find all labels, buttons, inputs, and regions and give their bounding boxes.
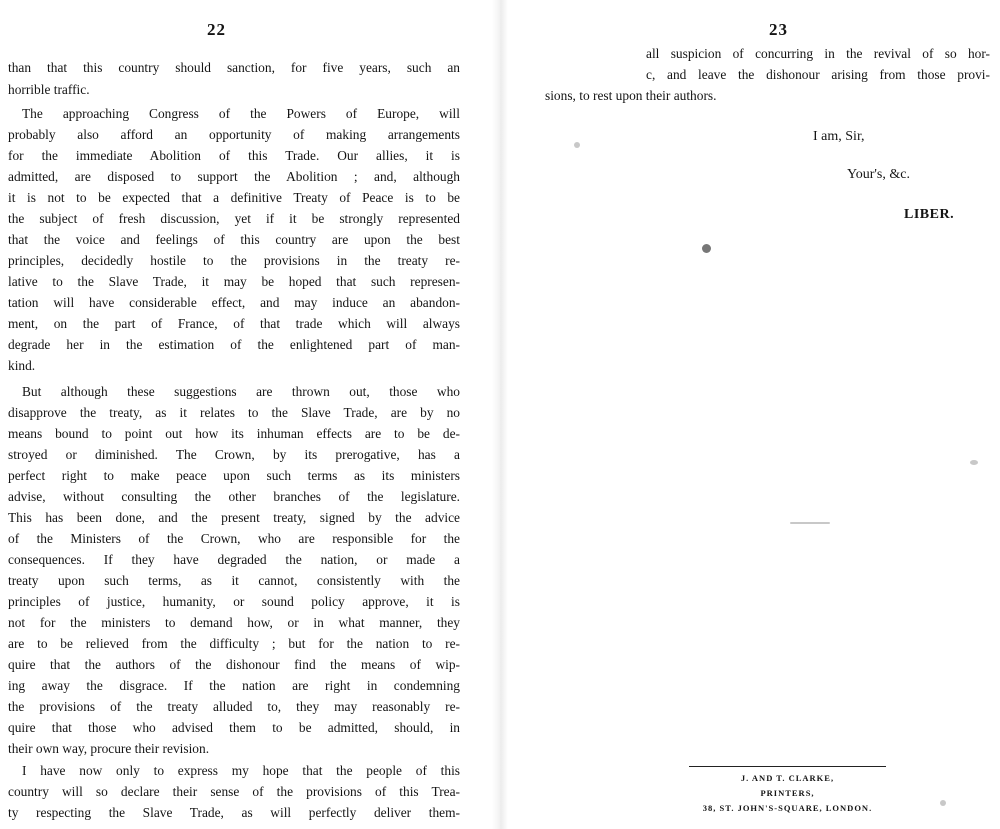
text-line: quire that those who advised them to be admitted, should, in xyxy=(8,720,460,735)
text-line: means bound to point out how its inhuman effects are to be de- xyxy=(8,426,460,441)
text-line: This has been done, and the present treaty, signed by the advice xyxy=(8,510,460,525)
text-line: treaty upon such terms, as it cannot, consistently with the xyxy=(8,573,460,588)
text-line: quire that the authors of the dishonour find the means of wip- xyxy=(8,657,460,672)
text-line: for the immediate Abolition of this Trade. Our allies, it is xyxy=(8,148,460,163)
ink-blot xyxy=(702,244,711,253)
text-line: But although these suggestions are thrown out, those who xyxy=(22,384,460,399)
text-line: ment, on the part of France, of that trade which will always xyxy=(8,316,460,331)
printer-role: PRINTERS, xyxy=(760,788,815,798)
paper-speck xyxy=(790,522,830,524)
printer-address: 38, ST. JOHN'S-SQUARE, LONDON. xyxy=(702,803,873,813)
closing-salutation: I am, Sir, xyxy=(813,129,865,144)
text-line: country will so declare their sense of the provisions of this Trea- xyxy=(8,784,460,799)
paper-speck xyxy=(970,460,978,465)
text-line: disapprove the treaty, as it relates to the Slave Trade, are by no xyxy=(8,405,460,420)
page-number: 22 xyxy=(207,20,226,39)
text-line: tation will have considerable effect, and may induce an abandon- xyxy=(8,295,460,310)
text-line: are to be relieved from the difficulty ; but for the nation to re- xyxy=(8,636,460,651)
text-line: kind. xyxy=(8,358,36,373)
text-line: their own way, procure their revision. xyxy=(8,741,210,756)
right-page xyxy=(500,0,1000,829)
printer-name: J. AND T. CLARKE, xyxy=(740,773,835,783)
text-line: the provisions of the treaty alluded to, they may reasonably re- xyxy=(8,699,460,714)
text-line: not for the ministers to demand how, or in what manner, they xyxy=(8,615,460,630)
text-line: horrible traffic. xyxy=(8,82,90,97)
imprint-rule xyxy=(689,766,886,767)
text-line: principles, decidedly hostile to the provisions in the treaty re- xyxy=(8,253,460,268)
signature: LIBER. xyxy=(904,207,955,222)
text-line: of the Ministers of the Crown, who are responsible for the xyxy=(8,531,460,546)
text-line: consequences. If they have degraded the nation, or made a xyxy=(8,552,460,567)
text-line: advise, without consulting the other branches of the legislature. xyxy=(8,489,460,504)
text-line: ing away the disgrace. If the nation are right in condemning xyxy=(8,678,460,693)
text-line: The approaching Congress of the Powers of Europe, will xyxy=(22,106,460,121)
text-line: the subject of fresh discussion, yet if it be strongly represented xyxy=(8,211,460,226)
text-line: ty respecting the Slave Trade, as will perfectly deliver them- xyxy=(8,805,460,820)
text-line: perfect right to make peace upon such terms as its ministers xyxy=(8,468,460,483)
text-line: lative to the Slave Trade, it may be hoped that such represen- xyxy=(8,274,460,289)
text-line: principles of justice, humanity, or sound policy approve, it is xyxy=(8,594,460,609)
text-line: all suspicion of concurring in the revival of so hor- xyxy=(646,46,990,61)
text-line: c, and leave the dishonour arising from those provi- xyxy=(646,67,990,82)
closing-valediction: Your's, &c. xyxy=(847,167,910,182)
paper-speck xyxy=(940,800,946,806)
paper-speck xyxy=(574,142,580,148)
page-number: 23 xyxy=(769,20,788,39)
text-line: that the voice and feelings of this country are upon the best xyxy=(8,232,460,247)
text-line: I have now only to express my hope that the people of this xyxy=(22,763,460,778)
text-line: it is not to be expected that a definitive Treaty of Peace is to be xyxy=(8,190,460,205)
text-line: sions, to rest upon their authors. xyxy=(545,88,717,103)
text-line: admitted, are disposed to support the Abolition ; and, although xyxy=(8,169,460,184)
text-line: stroyed or diminished. The Crown, by its prerogative, has a xyxy=(8,447,460,462)
text-line: degrade her in the estimation of the enlightened part of man- xyxy=(8,337,460,352)
text-line: probably also afford an opportunity of making arrangements xyxy=(8,127,460,142)
text-line: than that this country should sanction, for five years, such an xyxy=(8,60,460,75)
